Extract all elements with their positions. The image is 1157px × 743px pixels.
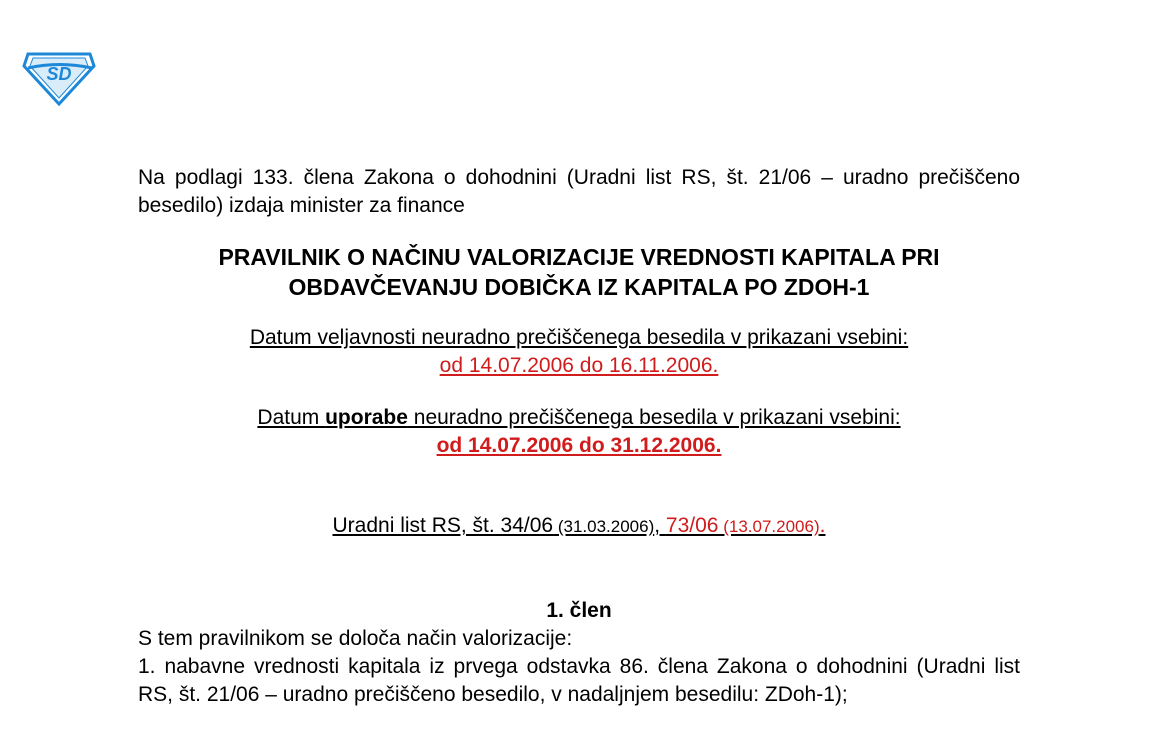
logo	[22, 48, 96, 106]
intro-paragraph: Na podlagi 133. člena Zakona o dohodnini (Uradni list RS, št. 21/06 – uradno prečiščeno besedilo) izdaja minister za finance	[138, 166, 1020, 217]
title-line-2: OBDAVČEVANJU DOBIČKA IZ KAPITALA PO ZDOH-1	[288, 274, 870, 300]
gazette-end: .	[819, 514, 826, 537]
diamond-logo-icon	[22, 48, 96, 106]
document-body	[138, 164, 1020, 709]
article-title: 1. člen	[546, 599, 612, 622]
gazette-text: Uradni list RS, št. 34/06	[332, 514, 554, 537]
usage-block	[138, 404, 1020, 460]
logo-lettering: SD	[46, 64, 72, 84]
gazette-date-2: (13.07.2006)	[718, 517, 820, 536]
title-line-1: PRAVILNIK O NAČINU VALORIZACIJE VREDNOSTI KAPITALA PRI	[218, 244, 940, 270]
document-title	[138, 242, 1020, 302]
usage-label-bold: uporabe	[325, 406, 408, 429]
usage-dates: od 14.07.2006 do 31.12.2006.	[436, 434, 722, 457]
usage-label-prefix: Datum	[257, 406, 326, 429]
article-item-1: 1. nabavne vrednosti kapitala iz prvega odstavka 86. člena Zakona o dohodnini (Uradni list RS, št. 21/06 – uradno prečiščeno besedilo, v nadaljnjem besedilu: ZDoh-1);	[138, 655, 1020, 706]
gazette-reference-line	[333, 514, 826, 537]
usage-label-suffix: neuradno prečiščenega besedila v prikazani vsebini:	[407, 406, 901, 429]
gazette-separator: ,	[654, 514, 666, 537]
article-1	[138, 597, 1020, 709]
validity-label: Datum veljavnosti neuradno prečiščenega besedila v prikazani vsebini:	[249, 326, 909, 349]
gazette-reference	[138, 512, 1020, 541]
article-paragraph: S tem pravilnikom se določa način valorizacije:	[138, 627, 573, 650]
gazette-date-1: (31.03.2006)	[553, 517, 655, 536]
validity-dates: od 14.07.2006 do 16.11.2006.	[439, 354, 719, 377]
gazette-number-2: 73/06	[665, 514, 719, 537]
usage-label	[138, 404, 1020, 432]
validity-block	[138, 324, 1020, 380]
